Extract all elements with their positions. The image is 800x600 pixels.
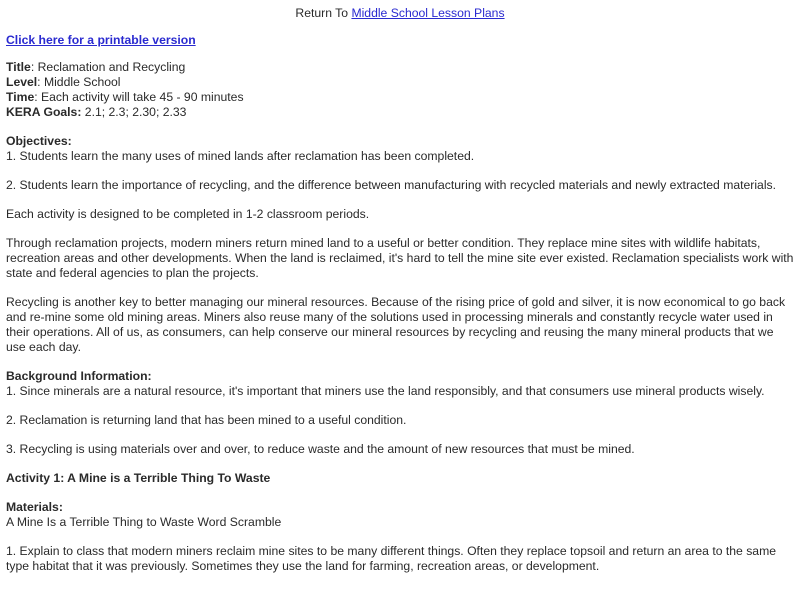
objectives-paragraph: Through reclamation projects, modern miners return mined land to a useful or better condition. They replace mine sites with wildlife habitats, recreation areas and other developments. When the land is reclaimed, it's hard to tell the mine site ever existed. Reclamation specialists work with state and federal agencies to plan the projects. [6,236,794,280]
background-item: 2. Reclamation is returning land that has been mined to a useful condition. [6,413,407,427]
objectives-section [6,134,794,355]
meta-kera-label: KERA Goals: [6,105,82,119]
meta-title [6,60,794,75]
objectives-paragraph: Each activity is designed to be completed in 1-2 classroom periods. [6,207,370,221]
printable-version-row [6,33,794,48]
background-item: 3. Recycling is using materials over and over, to reduce waste and the amount of new resources that must be mined. [6,442,635,456]
middle-school-lesson-plans-link[interactable]: Middle School Lesson Plans [351,6,505,20]
lesson-meta [6,60,794,120]
background-section [6,369,794,457]
meta-kera [6,105,794,120]
background-item: 1. Since minerals are a natural resource, it's important that miners use the land responsibly, and that consumers use mineral products wisely. [6,384,765,398]
meta-title-label: Title [6,60,31,74]
meta-title-value: : Reclamation and Recycling [30,60,186,74]
objectives-paragraph: Recycling is another key to better managing our mineral resources. Because of the rising price of gold and silver, it is now economical to go back and re-mine some old mining areas. Miners also reuse many of the solutions used in processing minerals and constantly recycle water used in their operations. All of us, as consumers, can help conserve our mineral resources by recycling and reusing the many mineral products that we use each day. [6,295,786,354]
meta-time-value: : Each activity will take 45 - 90 minutes [34,90,244,104]
meta-time [6,90,794,105]
materials-item: A Mine Is a Terrible Thing to Waste Word Scramble [6,515,282,529]
return-prefix: Return To [295,6,352,20]
meta-level-label: Level [6,75,38,89]
meta-level-value: : Middle School [37,75,121,89]
objective-item: 2. Students learn the importance of recycling, and the difference between manufacturing with recycled materials and newly extracted materials. [6,178,777,192]
activity1-heading: Activity 1: A Mine is a Terrible Thing To Waste [6,471,271,485]
background-heading: Background Information: [6,369,152,383]
meta-kera-value: 2.1; 2.3; 2.30; 2.33 [81,105,187,119]
activity1-steps [6,544,794,574]
activity-step: 1. Explain to class that modern miners reclaim mine sites to be many different things. Often they replace topsoil and return an area to the same type habitat that it was previously. Sometimes they use the land for farming, recreation areas, or development. [6,544,777,573]
return-nav [6,0,794,22]
materials-heading: Materials: [6,500,63,514]
objectives-heading: Objectives: [6,134,72,148]
meta-level [6,75,794,90]
printable-version-link[interactable]: Click here for a printable version [6,33,196,47]
meta-time-label: Time [6,90,35,104]
materials-section [6,500,794,530]
objective-item: 1. Students learn the many uses of mined lands after reclamation has been completed. [6,149,475,163]
